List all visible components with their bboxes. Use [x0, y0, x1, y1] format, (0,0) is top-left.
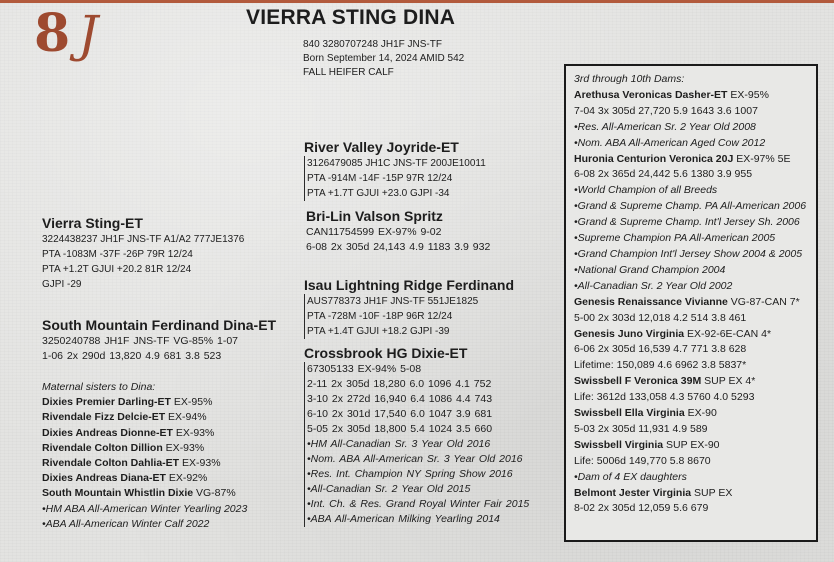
lot-letter: J — [78, 5, 99, 63]
dam-line: 3250240788 JH1F JNS-TF VG-85% 1-07 — [42, 335, 239, 347]
ancestor-record: 5-03 2x 305d 11,931 4.9 589 — [574, 422, 708, 435]
dam-line: 1-06 2x 290d 13,820 4.9 681 3.8 523 — [42, 350, 222, 362]
sister-name: Rivendale Colton Dahlia-ET — [42, 457, 180, 470]
ancestor-name: Swissbell F Veronica 39M — [574, 375, 702, 388]
dams-dam-block — [304, 344, 529, 527]
dams-sire-block — [304, 276, 514, 339]
lot-number: 8 — [34, 3, 71, 64]
sires-sire-block — [304, 138, 486, 201]
ancestor-record: 8-02 2x 305d 12,059 5.6 679 — [574, 502, 709, 515]
ancestor-entry — [574, 374, 816, 390]
ancestor-name: Huronia Centurion Veronica 20J — [574, 152, 734, 165]
sisters-heading: Maternal sisters to Dina: — [42, 381, 156, 393]
dams-dam-line: 67305133 EX-94% 5-08 — [307, 363, 422, 375]
sister-score: EX-93% — [172, 426, 215, 439]
dams-dam-honor: •All-Canadian Sr. 2 Year Old 2015 — [307, 483, 471, 495]
ancestor-honor: •World Champion of all Breeds — [574, 184, 718, 197]
dams-dam-line: 2-11 2x 305d 18,280 6.0 1096 4.1 752 — [307, 378, 492, 390]
sister-score: EX-94% — [165, 411, 207, 424]
ancestor-honor: •Nom. ABA All-American Aged Cow 2012 — [574, 136, 766, 149]
ancestor-record: 5-00 2x 303d 12,018 4.2 514 3.8 461 — [574, 311, 747, 324]
dams-dam-name: Crossbrook HG Dixie-ET — [304, 345, 468, 361]
sister-score: EX-93% — [162, 441, 205, 454]
ancestor-entry — [574, 88, 816, 104]
ident-line: FALL HEIFER CALF — [303, 67, 394, 78]
ancestor-honor: •Supreme Champion PA All-American 2005 — [574, 232, 776, 245]
ancestor-name: Arethusa Veronicas Dasher-ET — [574, 88, 728, 101]
sister-score: EX-93% — [179, 457, 221, 470]
ancestor-classification: SUP EX 4* — [701, 375, 756, 388]
lot-number-badge — [34, 4, 144, 68]
dams-dam-honor: •Res. Int. Champion NY Spring Show 2016 — [307, 468, 513, 480]
sister-item — [42, 410, 247, 425]
ancestor-name: Genesis Juno Virginia — [574, 327, 685, 340]
sister-name: Rivendale Fizz Delcie-ET — [42, 411, 166, 424]
sister-item — [42, 486, 247, 501]
ancestor-entry — [574, 406, 816, 422]
sister-item — [42, 426, 247, 441]
ancestor-classification: SUP EX — [691, 486, 733, 499]
ancestor-name: Genesis Renaissance Vivianne — [574, 295, 728, 308]
dam-block — [42, 316, 276, 364]
dams-dam-honor: •Int. Ch. & Res. Grand Royal Winter Fair 2015 — [307, 498, 530, 510]
sire-line: PTA +1.2T GJUI +20.2 81R 12/24 — [42, 264, 192, 275]
dams-sire-line: PTA +1.4T GJUI +18.2 GJPI -39 — [307, 326, 450, 337]
ancestor-classification: SUP EX-90 — [663, 438, 720, 451]
dams-dam-line: 3-10 2x 272d 16,940 6.4 1086 4.4 743 — [307, 393, 493, 405]
sire-line: 3224438237 JH1F JNS-TF A1/A2 777JE1376 — [42, 234, 245, 245]
sires-sire-line: PTA -914M -14F -15P 97R 12/24 — [307, 173, 453, 184]
sires-dam-line: 6-08 2x 305d 24,143 4.9 1183 3.9 932 — [306, 241, 491, 253]
dams-dam-line: 6-10 2x 301d 17,540 6.0 1047 3.9 681 — [307, 408, 493, 420]
sister-name: South Mountain Whistlin Dixie — [42, 487, 194, 500]
ancestor-name: Swissbell Ella Virginia — [574, 407, 685, 420]
ancestor-entry — [574, 295, 816, 311]
ancestor-name: Swissbell Virginia — [574, 438, 664, 451]
ancestor-entry — [574, 152, 816, 168]
sister-score: VG-87% — [193, 487, 236, 500]
sister-honor: •HM ABA All-American Winter Yearling 2023 — [42, 502, 248, 515]
ancestor-honor: •National Grand Champion 2004 — [574, 263, 726, 276]
sister-item — [42, 471, 247, 486]
ancestor-record: 7-04 3x 305d 27,720 5.9 1643 3.6 1007 — [574, 104, 758, 117]
top-accent-bar — [0, 0, 834, 3]
ancestor-classification: VG-87-CAN 7* — [727, 295, 800, 308]
maternal-sisters — [42, 380, 247, 532]
ancestor-name: Belmont Jester Virginia — [574, 486, 692, 499]
sire-name: Vierra Sting-ET — [42, 215, 143, 231]
sister-score: EX-95% — [170, 396, 213, 409]
ancestor-honor: •Grand Champion Int'l Jersey Show 2004 & 2005 — [574, 247, 803, 260]
sister-item — [42, 441, 247, 456]
dams-sire-name: Isau Lightning Ridge Ferdinand — [304, 277, 514, 293]
sire-block — [42, 214, 244, 292]
sires-sire-name: River Valley Joyride-ET — [304, 139, 459, 155]
dams-sire-line: AUS778373 JH1F JNS-TF 551JE1825 — [307, 296, 479, 307]
ancestor-record: Lifetime: 150,089 4.6 6962 3.8 5837* — [574, 359, 747, 372]
ancestor-honor: •Dam of 4 EX daughters — [574, 470, 687, 483]
ancestor-classification: EX-97% 5E — [733, 152, 791, 165]
ident-line: 840 3280707248 JH1F JNS-TF — [303, 39, 442, 50]
sire-line: PTA -1083M -37F -26P 79R 12/24 — [42, 249, 193, 260]
ancestor-honor: •Grand & Supreme Champ. Int'l Jersey Sh. 2006 — [574, 216, 800, 229]
extended-dams-box — [564, 64, 818, 542]
ancestor-record: Life: 5006d 149,770 5.8 8670 — [574, 454, 711, 467]
dams-dam-honor: •Nom. ABA All-American Sr. 3 Year Old 2016 — [307, 453, 523, 465]
sires-dam-name: Bri-Lin Valson Spritz — [306, 208, 443, 224]
dams-dam-honor: •HM All-Canadian Sr. 3 Year Old 2016 — [307, 438, 491, 450]
extended-dams-list — [574, 72, 816, 517]
ancestor-classification: EX-95% — [727, 88, 769, 101]
sister-name: Dixies Andreas Dionne-ET — [42, 426, 173, 439]
dams-sire-line: PTA -728M -10F -18P 96R 12/24 — [307, 311, 453, 322]
sister-honor: •ABA All-American Winter Calf 2022 — [42, 517, 210, 530]
sister-name: Dixies Andreas Diana-ET — [42, 472, 166, 485]
sister-score: EX-92% — [165, 472, 208, 485]
sister-item — [42, 395, 247, 410]
dams-dam-line: 5-05 2x 305d 18,800 5.4 1024 3.5 660 — [307, 423, 493, 435]
ancestor-honor: •Grand & Supreme Champ. PA All-American 2006 — [574, 200, 807, 213]
dam-name: South Mountain Ferdinand Dina-ET — [42, 317, 277, 333]
ancestor-entry — [574, 486, 816, 502]
ancestor-record: 6-08 2x 365d 24,442 5.6 1380 3.9 955 — [574, 168, 753, 181]
sire-line: GJPI -29 — [42, 279, 82, 290]
ancestor-classification: EX-92-6E-CAN 4* — [684, 327, 772, 340]
sires-dam-line: CAN11754599 EX-97% 9-02 — [306, 226, 442, 238]
animal-identification — [303, 38, 464, 80]
ancestor-honor: •Res. All-American Sr. 2 Year Old 2008 — [574, 120, 756, 133]
ancestor-record: 6-06 2x 305d 16,539 4.7 771 3.8 628 — [574, 343, 747, 356]
sires-sire-line: 3126479085 JH1C JNS-TF 200JE10011 — [307, 158, 486, 169]
ancestor-classification: EX-90 — [684, 407, 717, 420]
sister-name: Dixies Premier Darling-ET — [42, 396, 171, 409]
ancestor-entry — [574, 327, 816, 343]
ancestor-honor: 3rd through 10th Dams: — [574, 73, 685, 85]
ident-line: Born September 14, 2024 AMID 542 — [303, 53, 465, 64]
ancestor-entry — [574, 438, 816, 454]
sister-name: Rivendale Colton Dillion — [42, 441, 163, 454]
animal-name-title: VIERRA STING DINA — [246, 6, 456, 29]
sires-sire-line: PTA +1.7T GJUI +23.0 GJPI -34 — [307, 188, 450, 199]
ancestor-honor: •All-Canadian Sr. 2 Year Old 2002 — [574, 279, 733, 292]
sires-dam-block — [306, 207, 490, 255]
sister-item — [42, 456, 247, 471]
ancestor-record: Life: 3612d 133,058 4.3 5760 4.0 5293 — [574, 391, 755, 404]
dams-dam-honor: •ABA All-American Milking Yearling 2014 — [307, 513, 500, 525]
